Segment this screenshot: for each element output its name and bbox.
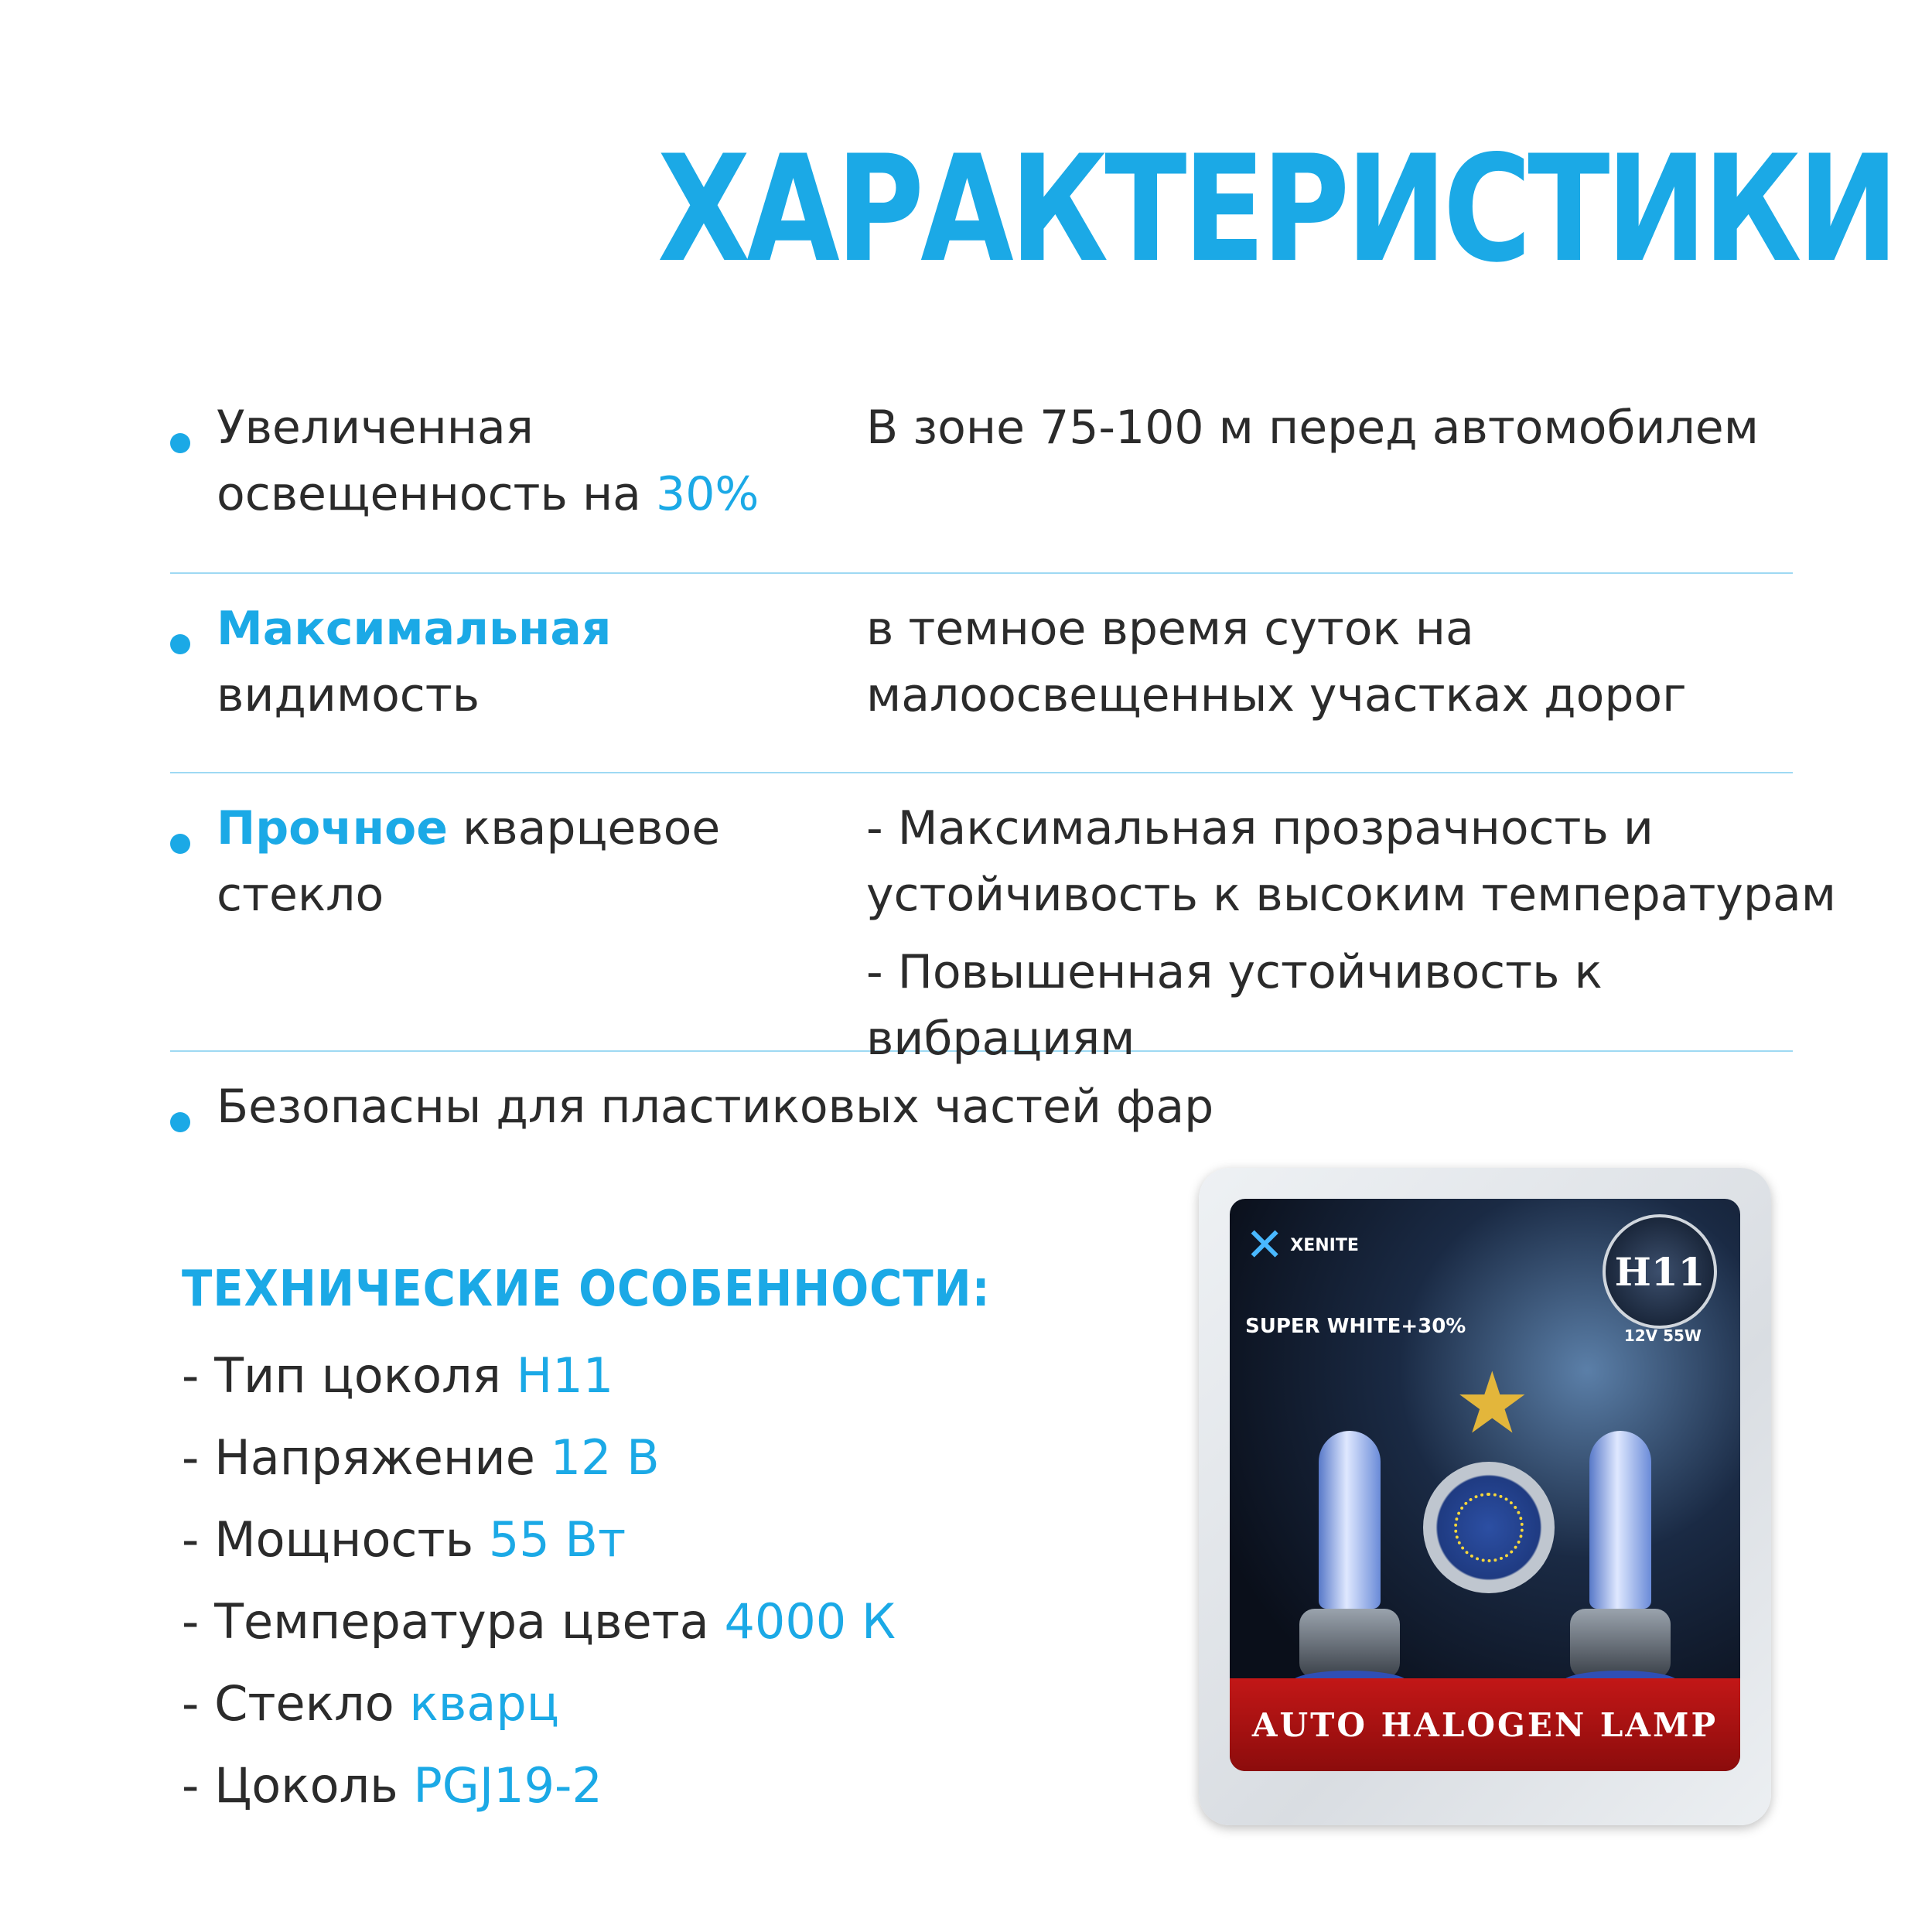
feature-label xyxy=(217,1074,1299,1140)
features-table xyxy=(170,401,1837,1145)
tech-item-power: - Мощность 55 Вт xyxy=(182,1511,626,1568)
award-star-icon: ★ xyxy=(1454,1353,1531,1452)
feature-description-line: - Повышенная устойчивость к вибрациям xyxy=(866,945,1603,1066)
feature-description xyxy=(866,596,1872,729)
package-footer: AUTO HALOGEN LAMP xyxy=(1230,1678,1740,1771)
feature-row-safe xyxy=(170,1052,1793,1145)
brand-logo: ✕ XENITE xyxy=(1245,1218,1359,1272)
tech-item-voltage: - Напряжение 12 В xyxy=(182,1429,660,1486)
technical-features xyxy=(182,1261,1080,1827)
feature-row-visibility xyxy=(170,574,1793,773)
feature-label-plain: Безопасны для пластиковых частей фар xyxy=(217,1080,1214,1134)
feature-label-accent: Прочное xyxy=(217,801,448,855)
feature-label-rest: видимость xyxy=(217,668,480,722)
feature-label xyxy=(217,795,804,928)
feature-description xyxy=(866,394,1872,461)
feature-label-accent: 30% xyxy=(656,467,759,521)
bullet-icon xyxy=(170,634,190,654)
made-for-europe-seal xyxy=(1423,1462,1555,1593)
tech-item-base-type: - Тип цоколя H11 xyxy=(182,1347,614,1404)
h11-badge: H11 xyxy=(1603,1214,1717,1329)
product-package-image xyxy=(1199,1168,1771,1825)
tech-item-color-temp: - Температура цвета 4000 К xyxy=(182,1593,896,1650)
page-title: ХАРАКТЕРИСТИКИ xyxy=(657,124,1895,295)
brand-x-icon: ✕ xyxy=(1245,1218,1285,1272)
feature-description-line: В зоне 75-100 м перед автомобилем xyxy=(866,401,1759,455)
bullet-icon xyxy=(170,1112,190,1132)
feature-label-text: Увеличенная освещенность на xyxy=(217,401,657,521)
feature-row-illumination xyxy=(170,402,1793,574)
package-card xyxy=(1230,1199,1740,1771)
bullet-icon xyxy=(170,433,190,453)
feature-row-glass xyxy=(170,773,1837,1066)
package-tagline: SUPER WHITE+30% xyxy=(1245,1315,1466,1338)
technical-features-title: ТЕХНИЧЕСКИЕ ОСОБЕННОСТИ: xyxy=(182,1261,991,1318)
feature-label xyxy=(217,394,804,527)
bullet-icon xyxy=(170,834,190,854)
tech-item-socket: - Цоколь PGJ19-2 xyxy=(182,1757,602,1814)
feature-label xyxy=(217,596,804,729)
feature-label-rest: кварцевое стекло xyxy=(217,801,721,922)
feature-description-line: - Максимальная прозрачность и устойчивость к высоким температурам xyxy=(866,801,1837,922)
package-spec: 12V 55W xyxy=(1623,1326,1702,1345)
tech-item-glass: - Стекло кварц xyxy=(182,1675,559,1732)
feature-label-accent: Максимальная xyxy=(217,602,612,656)
feature-description-line: в темное время суток на малоосвещенных участках дорог xyxy=(866,602,1687,722)
feature-description xyxy=(866,795,1872,1072)
